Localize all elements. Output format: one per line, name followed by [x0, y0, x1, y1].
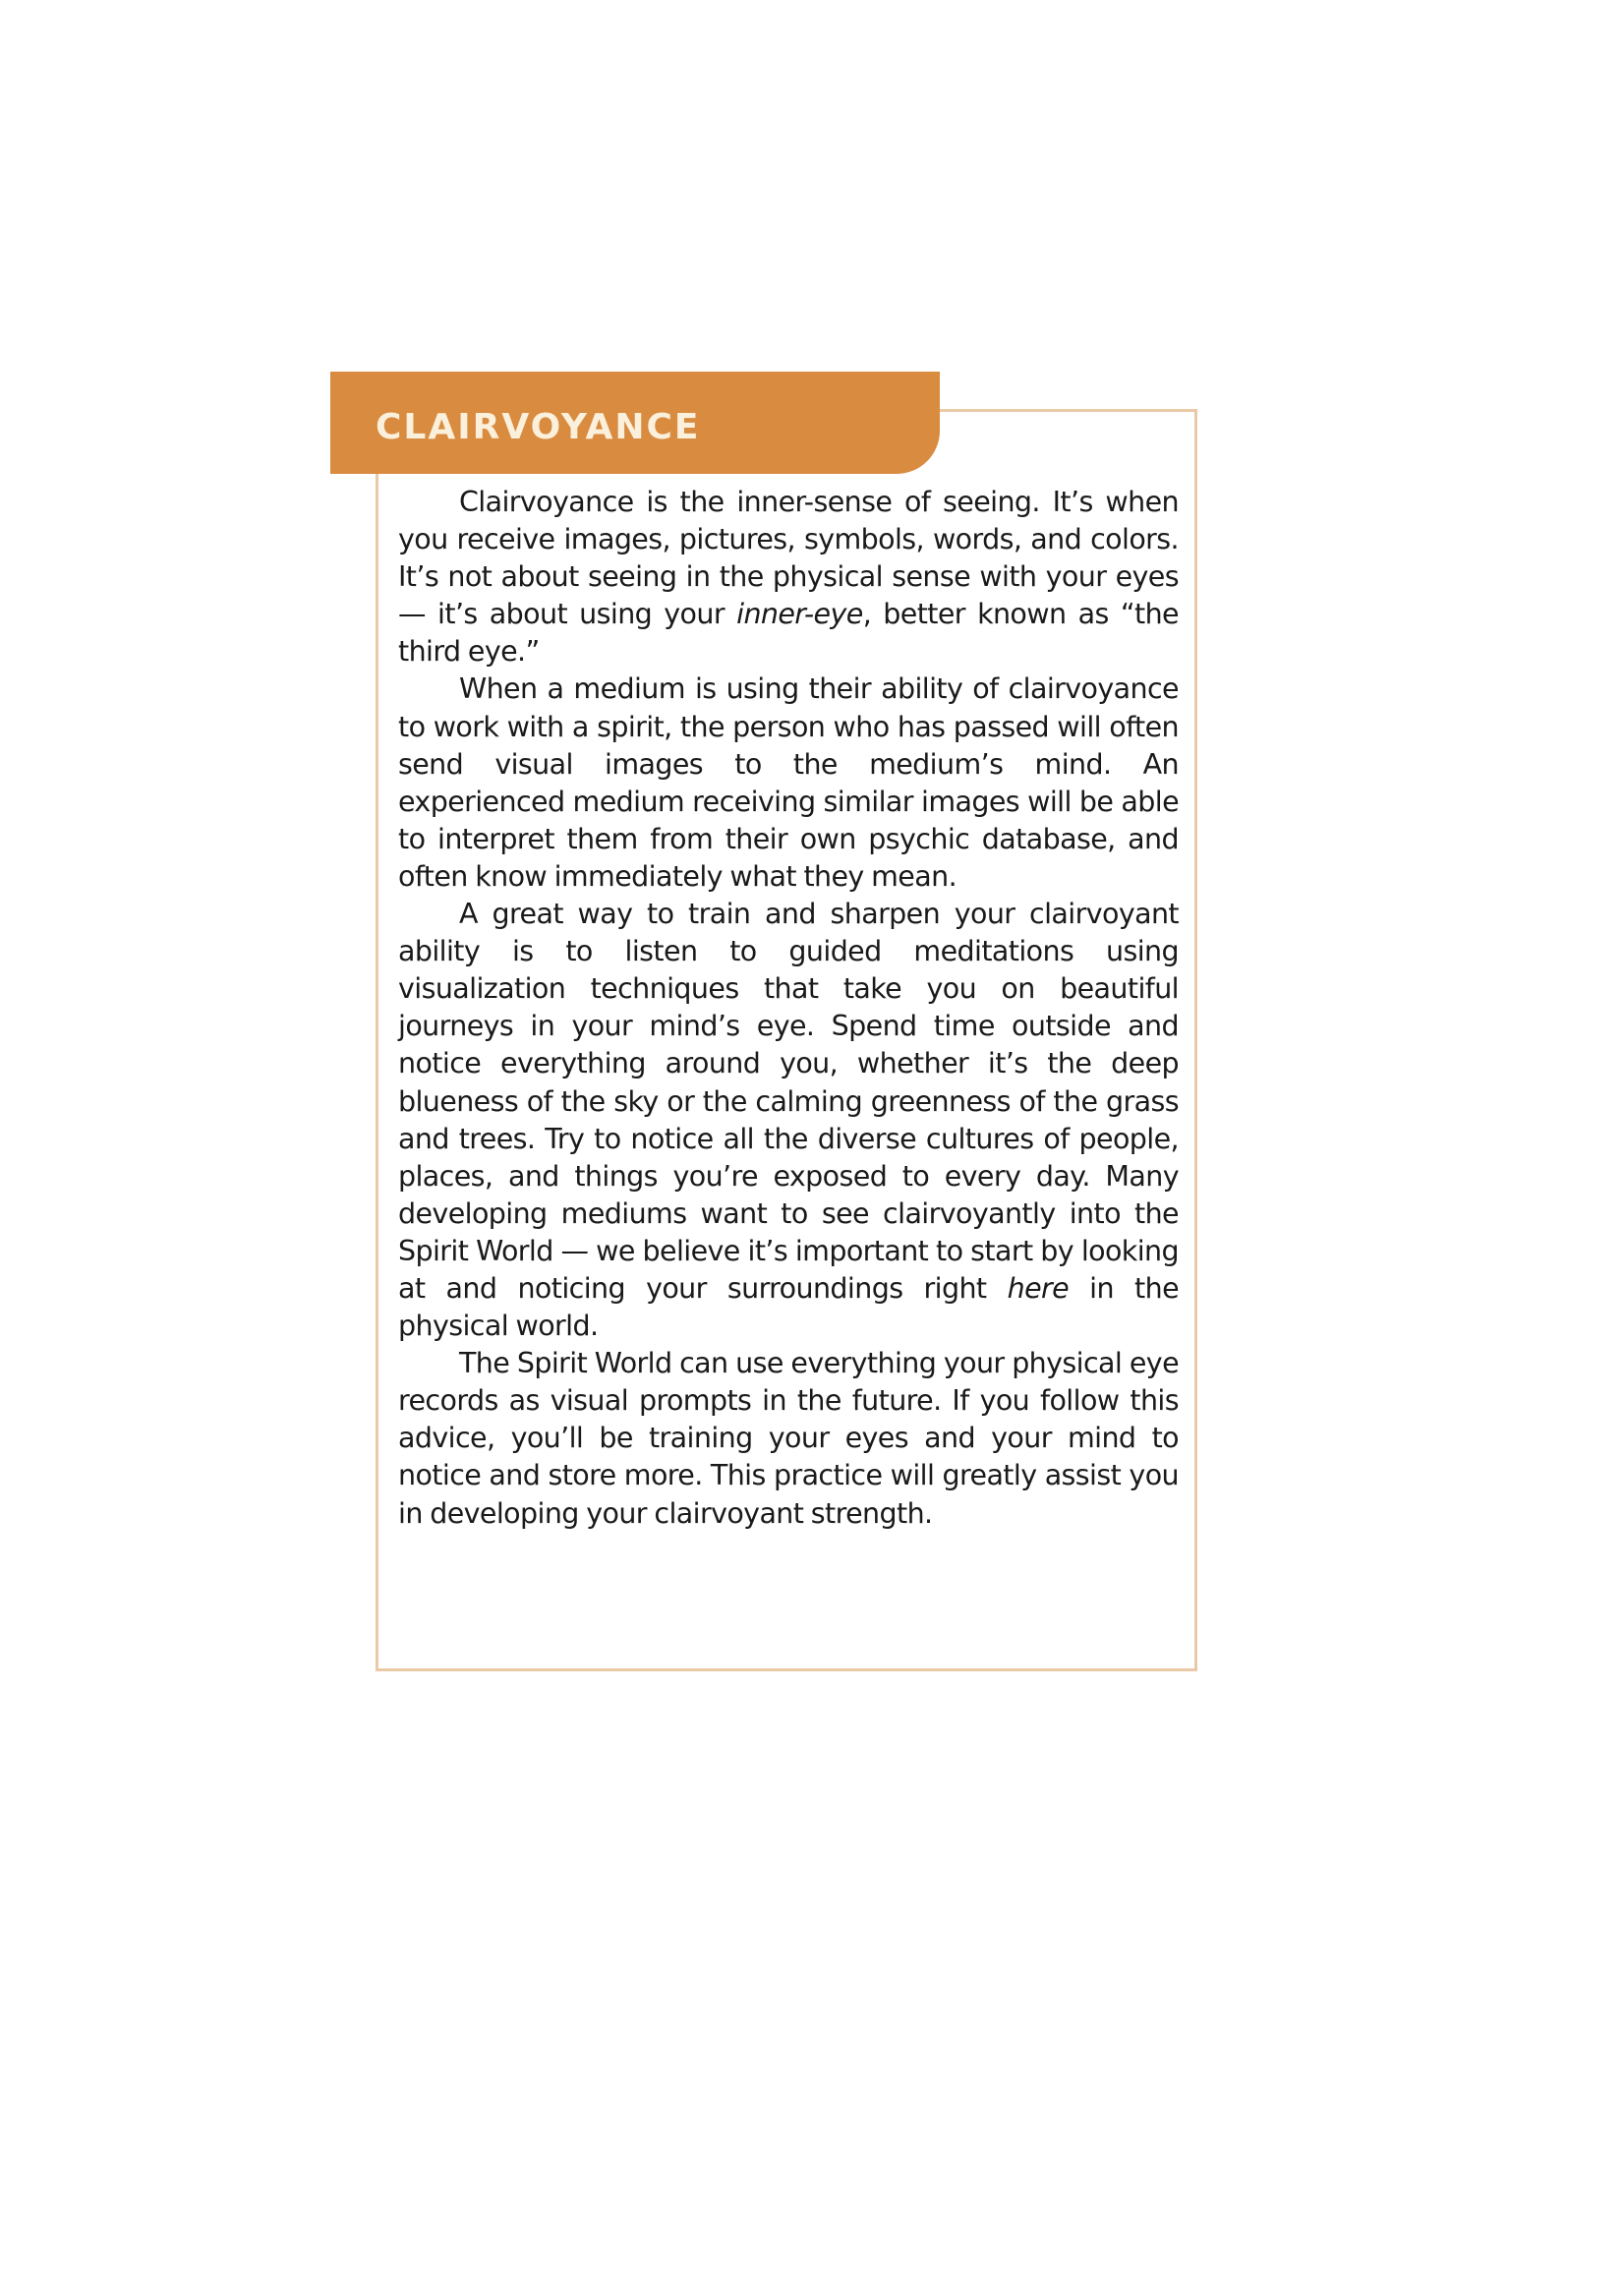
- paragraph: [398, 1345, 1179, 1532]
- emphasis-text: inner-eye: [736, 598, 863, 631]
- text-span: When a medium is using their ability of clairvoyance to work with a spirit, the person who has passed will often send visual images to the medium’s mind. An experienced medium receiving similar images will be able to interpret them from their own psychic database, and often know immediately what they mean.: [398, 672, 1179, 893]
- paragraph: [398, 671, 1179, 896]
- paragraph: [398, 896, 1179, 1345]
- sidebar-body: [398, 484, 1179, 1533]
- section-header-banner: [330, 372, 940, 474]
- emphasis-text: here: [1007, 1271, 1070, 1305]
- text-span: , better known as “the third eye.”: [398, 598, 1179, 669]
- text-span: in the physical world.: [398, 1271, 1180, 1343]
- paragraph: [398, 484, 1179, 671]
- text-span: The Spirit World can use everything your physical eye records as visual prompts in the future. If you follow this advice, you’ll be training your eyes and your mind to notice and store more. This practice will greatly assist you in developing your clairvoyant strength.: [398, 1347, 1179, 1530]
- text-span: Clairvoyance is the inner-sense of seeing. It’s when you receive images, pictures, symbols, words, and colors. It’s not about seeing in the physical sense with your eyes — it’s about using your: [398, 486, 1179, 631]
- text-span: A great way to train and sharpen your clairvoyant ability is to listen to guided meditations using visualization techniques that take you on beautiful journeys in your mind’s eye. Spend time outside and notice everything around you, whether it’s the deep blueness of the sky or the calming greenness of the grass and trees. Try to notice all the diverse cultures of people, places, and things you’re exposed to every day. Many developing mediums want to see clairvoyantly into the Spirit World — we believe it’s important to start by looking at and noticing your surroundings right: [398, 898, 1179, 1305]
- section-title: CLAIRVOYANCE: [376, 406, 701, 447]
